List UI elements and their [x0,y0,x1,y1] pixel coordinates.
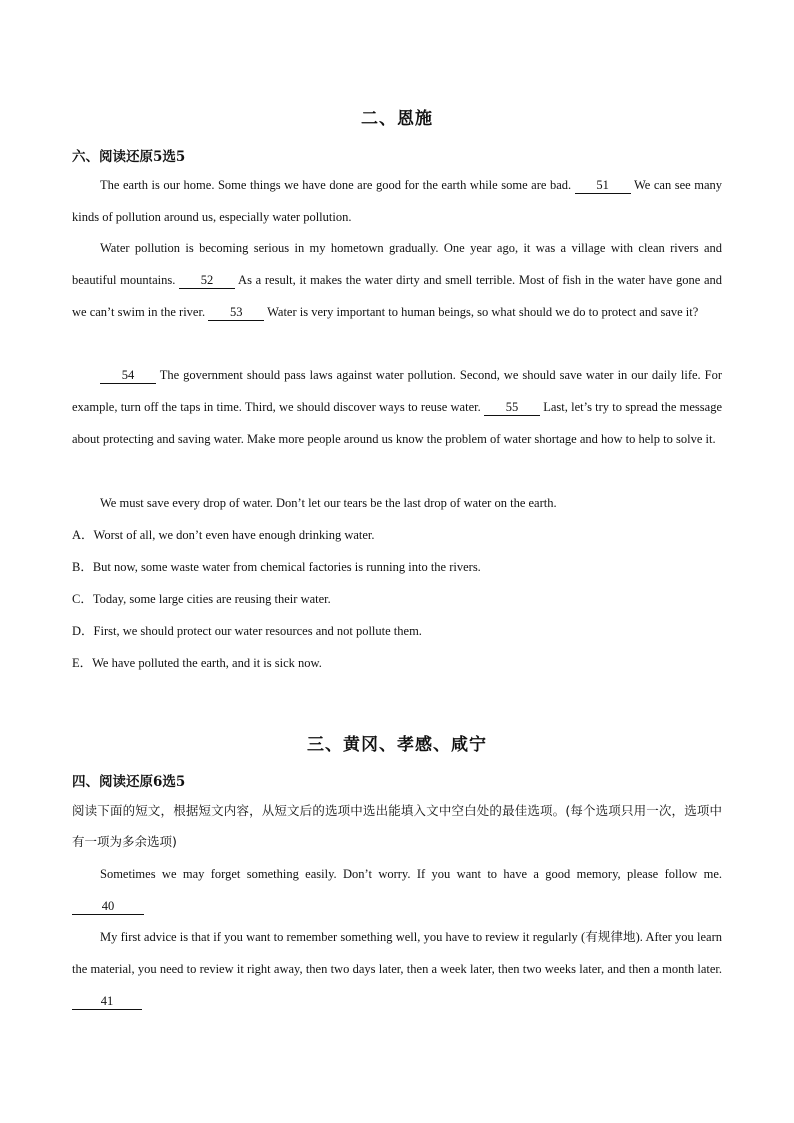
blank-41[interactable]: 41 [72,993,142,1010]
paragraph-1: The earth is our home. Some things we have done are good for the earth while some are bad. 51 We can see many kinds of pollution around us, especially water pollution. [72,178,722,224]
section-subtitle-5of5: 六、阅读还原5选5 [72,149,186,165]
paragraph-6: My first advice is that if you want to remember something well, you have to review it regularly (有规律地). After you learn the material, you need to review it right away, then two days later, then a week later, then two weeks later, and then a month later. 41 [72,930,722,1008]
blank-51[interactable]: 51 [575,177,631,194]
option-c: C．Today, some large cities are reusing their water. [72,592,331,606]
blank-55[interactable]: 55 [484,399,540,416]
section-title-huanggang: 三、黄冈、孝感、咸宁 [307,735,487,755]
option-b: B．But now, some waste water from chemical factories is running into the rivers. [72,560,481,574]
section-title-enshi: 二、恩施 [361,109,433,129]
paragraph-5: Sometimes we may forget something easily. Don’t worry. If you want to have a good memory, please follow me. 40 [72,858,722,922]
paragraph-4: We must save every drop of water. Don’t let our tears be the last drop of water on the earth. [100,496,557,510]
blank-52[interactable]: 52 [179,272,235,289]
section-subtitle-6of5: 四、阅读还原6选5 [72,774,186,790]
blank-40[interactable]: 40 [72,898,144,915]
blank-53[interactable]: 53 [208,304,264,321]
paragraph-2: Water pollution is becoming serious in my hometown gradually. One year ago, it was a village with clean rivers and beautiful mountains. 52 As a result, it makes the water dirty and smell terrible. Most of fish in the water have gone and we can’t swim in the river. 53 Water is very important to human beings, so what should we do to protect and save it? [72,241,722,319]
instruction-text: 阅读下面的短文，根据短文内容，从短文后的选项中选出能填入文中空白处的最佳选项。(每个选项只用一次，选项中有一项为多余选项) [72,803,722,849]
option-d: D．First, we should protect our water resources and not pollute them. [72,624,422,638]
option-e: E．We have polluted the earth, and it is sick now. [72,656,322,670]
option-a: A．Worst of all, we don’t even have enough drinking water. [72,528,375,542]
blank-54[interactable]: 54 [100,367,156,384]
paragraph-3: 54 The government should pass laws against water pollution. Second, we should save water in our daily life. For example, turn off the taps in time. Third, we should discover ways to reuse water. 55 Last, let’s try to spread the message about protecting and saving water. Make more people around us know the problem of water shortage and how to help to solve it. [72,368,722,446]
